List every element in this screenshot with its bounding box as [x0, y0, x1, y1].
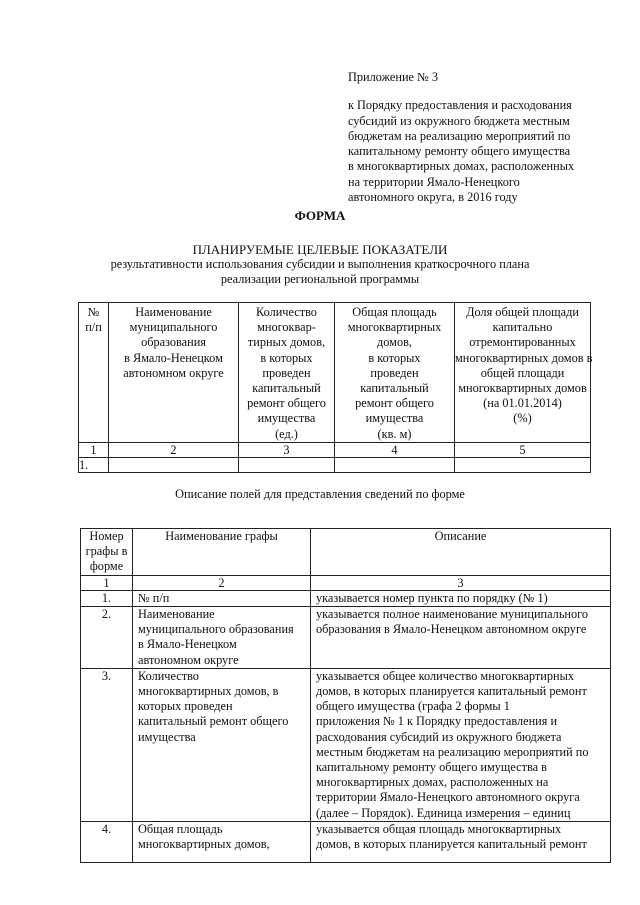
table-header-row — [81, 529, 611, 576]
text-line: многоквартирных домов, в — [138, 684, 279, 699]
text-line: капитальный ремонт общего — [138, 714, 289, 729]
text-line: образования в Ямало-Ненецком автономном округе — [316, 622, 587, 637]
text-line: домов, — [377, 335, 412, 350]
text-line: Наименование графы — [165, 529, 278, 543]
row-number: 4. — [81, 821, 133, 862]
text-line: в которых — [368, 350, 421, 365]
table-row — [81, 668, 611, 821]
field-name — [133, 607, 311, 669]
table-cell — [335, 457, 455, 472]
text-line: форме — [89, 559, 124, 574]
text-line: в Ямало-Ненецком — [124, 350, 223, 365]
text-line: Доля общей площади — [466, 305, 579, 319]
text-line: многоквартирных домах, расположенных на — [316, 775, 549, 790]
heading-line: реализации региональной программы — [220, 272, 420, 286]
indicators-table — [78, 302, 591, 473]
text-line: многоквартирных домов в — [455, 350, 593, 365]
text-line: указывается общее количество многоквартирных — [316, 668, 574, 683]
heading-line: ПЛАНИРУЕМЫЕ ЦЕЛЕВЫЕ ПОКАЗАТЕЛИ — [192, 242, 448, 257]
text-line: капитально — [492, 320, 553, 335]
field-description — [311, 668, 611, 821]
field-description — [311, 821, 611, 862]
text-line: Общая площадь — [138, 821, 223, 836]
text-line: (далее – Порядок). Единица измерения – единиц — [316, 805, 571, 820]
text-line: ремонт общего — [247, 396, 326, 411]
field-name — [133, 821, 311, 862]
text-line: графы в — [85, 544, 128, 559]
table-cell — [455, 457, 591, 472]
text-line: имущества — [138, 729, 196, 744]
table-cell: 1. — [79, 457, 109, 472]
column-number-row — [79, 442, 591, 457]
text-line: приложения № 1 к Порядку предоставления и — [316, 714, 558, 729]
text-line: домов, в которых планируется капитальный ремонт — [316, 684, 587, 699]
text-line: указывается номер пункта по порядку (№ 1) — [316, 591, 548, 605]
appendix-line: в многоквартирных домах, расположенных — [348, 159, 575, 174]
text-line: Наименование — [138, 607, 215, 621]
table-row — [81, 591, 611, 607]
column-number: 3 — [239, 442, 335, 457]
text-line: (ед.) — [275, 426, 298, 441]
form-label: ФОРМА — [294, 208, 346, 223]
text-line: многоквартирных — [347, 320, 442, 335]
column-number-row — [81, 576, 611, 591]
column-number: 3 — [311, 576, 611, 591]
header-cell — [239, 303, 335, 443]
text-line: автономном округе — [123, 365, 224, 380]
text-line: имущества — [257, 411, 316, 426]
text-line: расходования субсидий из окружного бюджета — [316, 729, 562, 744]
text-line: проведен — [262, 365, 311, 380]
text-line: капитальному ремонту общего имущества в — [316, 760, 547, 775]
text-line: Описание — [434, 529, 487, 543]
header-cell — [311, 529, 611, 576]
column-number: 2 — [133, 576, 311, 591]
text-line: территории Ямало-Ненецкого автономного округа — [316, 790, 580, 805]
header-cell — [81, 529, 133, 576]
text-line: общего имущества (графа 2 формы 1 — [316, 699, 510, 714]
text-line: многоквар- — [257, 320, 316, 335]
text-line: № — [87, 305, 100, 319]
text-line: (кв. м) — [377, 426, 412, 441]
header-cell — [109, 303, 239, 443]
fields-caption: Описание полей для представления сведений по форме — [175, 487, 465, 501]
text-line: (%) — [513, 411, 532, 426]
text-line: Наименование — [135, 305, 212, 319]
text-line: в которых — [260, 350, 313, 365]
text-line: ремонт общего — [355, 396, 434, 411]
text-line: указывается полное наименование муниципального — [316, 607, 589, 621]
table-row — [81, 607, 611, 669]
table-cell — [239, 457, 335, 472]
text-line: капитальный — [360, 381, 429, 396]
column-number: 5 — [455, 442, 591, 457]
text-line: многоквартирных домов, — [138, 837, 270, 852]
appendix-line: автономного округа, в 2016 году — [348, 190, 518, 205]
row-number: 3. — [81, 668, 133, 821]
row-number: 1. — [81, 591, 133, 607]
column-number: 1 — [81, 576, 133, 591]
text-line: Количество — [138, 668, 199, 683]
text-line: имущества — [365, 411, 424, 426]
appendix-line: бюджетам на реализацию мероприятий по — [348, 128, 571, 143]
text-line: п/п — [85, 320, 102, 335]
text-line: автономном округе — [138, 652, 239, 667]
text-line: общей площади — [480, 365, 565, 380]
text-line: образования — [141, 335, 206, 350]
text-line: многоквартирных домов — [458, 381, 587, 396]
appendix-line: субсидий из окружного бюджета местным — [348, 113, 570, 128]
text-line: которых проведен — [138, 699, 233, 714]
header-cell — [335, 303, 455, 443]
column-number: 2 — [109, 442, 239, 457]
column-number: 1 — [79, 442, 109, 457]
text-line: проведен — [370, 365, 419, 380]
column-number: 4 — [335, 442, 455, 457]
header-cell — [133, 529, 311, 576]
text-line: Общая площадь — [352, 305, 437, 319]
header-cell — [79, 303, 109, 443]
table-header-row — [79, 303, 591, 443]
text-line: отремонтированных — [469, 335, 576, 350]
text-line: (на 01.01.2014) — [483, 396, 562, 411]
table-row — [79, 457, 591, 472]
table-cell — [109, 457, 239, 472]
document-heading — [0, 242, 640, 287]
text-line: муниципального — [129, 320, 218, 335]
heading-line: результативности использования субсидии и выполнения краткосрочного плана — [110, 257, 530, 271]
appendix-line: капитальному ремонту общего имущества — [348, 144, 571, 159]
appendix-line: на территории Ямало-Ненецкого — [348, 174, 520, 189]
fields-description-table — [80, 528, 611, 863]
appendix-title: Приложение № 3 — [348, 70, 439, 84]
text-line: муниципального образования — [138, 622, 294, 637]
text-line: тирных домов, — [247, 335, 326, 350]
field-description — [311, 591, 611, 607]
text-line: капитальный — [252, 381, 321, 396]
text-line: местным бюджетам на реализацию мероприятий по — [316, 744, 589, 759]
text-line: указывается общая площадь многоквартирных — [316, 821, 562, 836]
appendix-line: к Порядку предоставления и расходования — [348, 98, 572, 113]
text-line: № п/п — [138, 591, 170, 605]
text-line: в Ямало-Ненецком — [138, 637, 237, 652]
text-line: домов, в которых планируется капитальный ремонт — [316, 837, 587, 852]
text-line: Номер — [89, 529, 124, 543]
appendix-block — [348, 70, 618, 205]
header-cell — [455, 303, 591, 443]
field-name — [133, 591, 311, 607]
text-line: Количество — [256, 305, 317, 319]
row-number: 2. — [81, 607, 133, 669]
field-description — [311, 607, 611, 669]
table-row — [81, 821, 611, 862]
field-name — [133, 668, 311, 821]
